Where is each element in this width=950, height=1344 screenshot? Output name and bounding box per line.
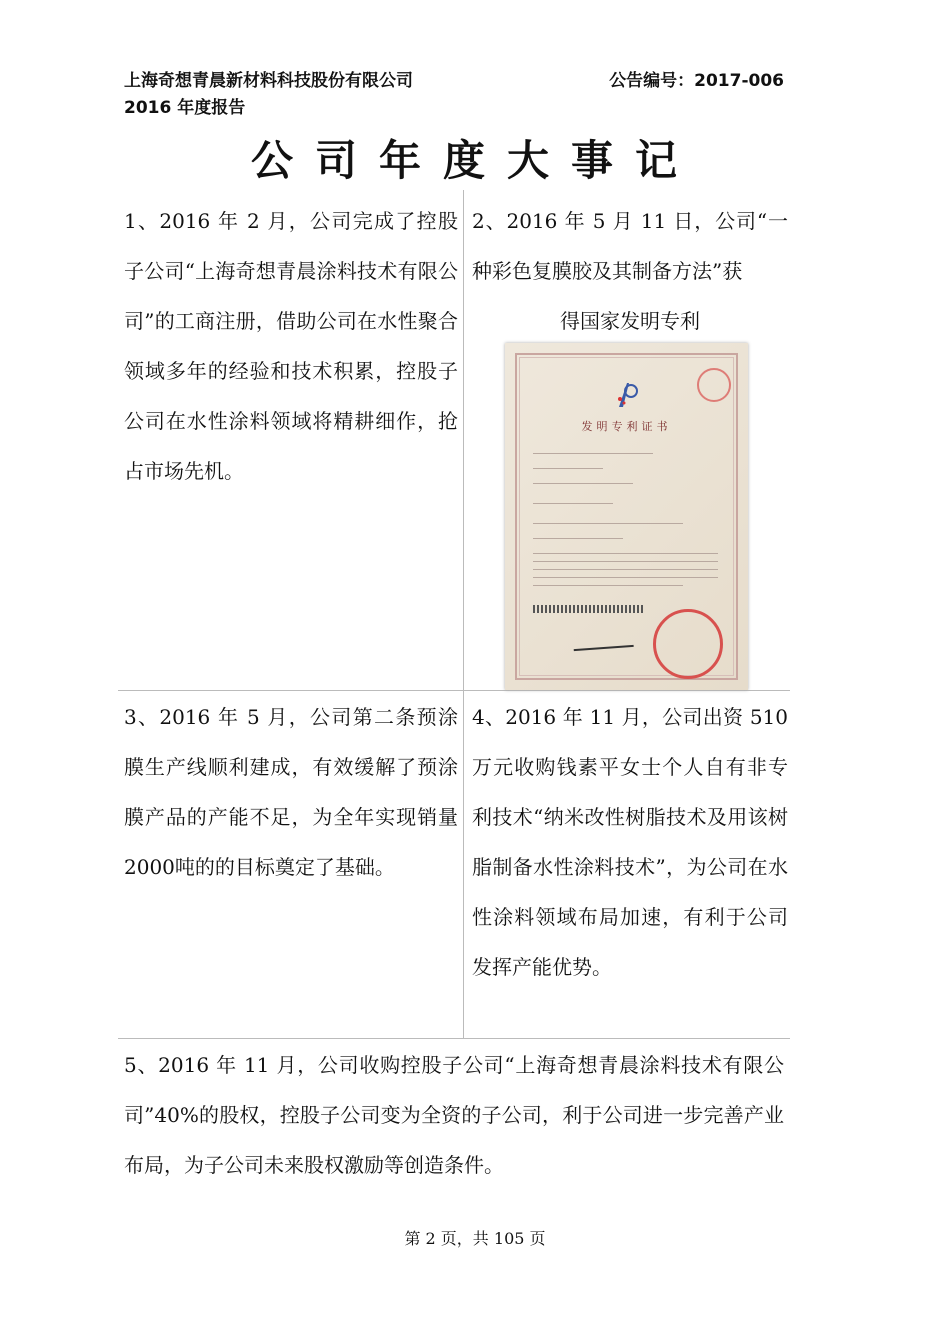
certificate-text-line <box>533 523 683 524</box>
report-name: 2016 年度报告 <box>124 98 246 118</box>
event-3: 3、2016 年 5 月，公司第二条预涂膜生产线顺利建成，有效缓解了预涂膜产品的产能不足，为全年实现销量2000吨的的目标奠定了基础。 <box>124 705 458 879</box>
column-divider <box>463 690 464 1038</box>
certificate-text-line <box>533 503 613 504</box>
row-divider <box>118 690 790 691</box>
event-5: 5、2016 年 11 月，公司收购控股子公司“上海奇想青晨涂料技术有限公司”40%的股权，控股子公司变为全资的子公司，利于公司进一步完善产业布局，为子公司未来股权激励等创造条件。 <box>124 1053 784 1177</box>
certificate-text-line <box>533 453 653 454</box>
patent-certificate-image <box>505 343 748 690</box>
certificate-text-line <box>533 553 718 554</box>
certificate-text-line <box>533 577 718 578</box>
certificate-text-line <box>533 538 623 539</box>
certificate-text-line <box>533 585 683 586</box>
certificate-text-line <box>533 468 603 469</box>
qr-stamp-icon <box>697 368 731 402</box>
page-title: 公司年度大事记 <box>250 136 699 185</box>
patent-logo-icon <box>615 381 639 409</box>
announcement-number: 公告编号：2017-006 <box>609 71 784 91</box>
signature-icon <box>572 625 633 651</box>
barcode-icon <box>533 605 643 613</box>
event-2-text: 2、2016 年 5 月 11 日，公司“一种彩色复膜胶及其制备方法”获 <box>472 209 788 283</box>
certificate-text-line <box>533 561 718 562</box>
certificate-text-line <box>533 569 718 570</box>
page-footer: 第 2 页，共 105 页 <box>404 1229 546 1248</box>
event-4: 4、2016 年 11 月，公司出资 510 万元收购钱素平女士个人自有非专利技术“纳米改性树脂技术及用该树脂制备水性涂料技术”，为公司在水性涂料领域布局加速，有利于公司发挥产能优势。 <box>472 705 788 979</box>
row-divider <box>118 1038 790 1039</box>
event-2-text-cont: 得国家发明专利 <box>560 309 700 333</box>
event-2 <box>472 196 788 346</box>
company-name: 上海奇想青晨新材料科技股份有限公司 <box>124 71 413 91</box>
column-divider <box>463 190 464 690</box>
official-seal-icon <box>653 609 723 679</box>
event-1: 1、2016 年 2 月，公司完成了控股子公司“上海奇想青晨涂料技术有限公司”的工商注册，借助公司在水性聚合领域多年的经验和技术积累，控股子公司在水性涂料领域将精耕细作，抢占市场先机。 <box>124 209 458 483</box>
certificate-title: 发明专利证书 <box>581 420 672 433</box>
certificate-text-line <box>533 483 633 484</box>
